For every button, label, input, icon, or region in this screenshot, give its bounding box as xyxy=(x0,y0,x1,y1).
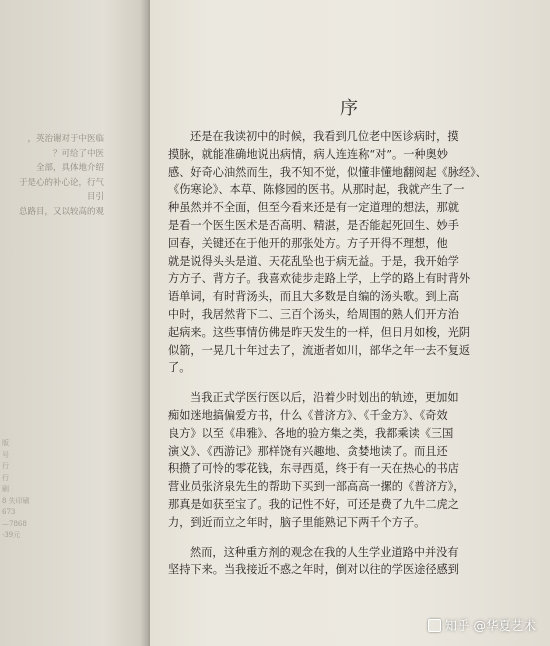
watermark-text: 知乎 @华夏艺术 xyxy=(444,618,536,633)
text-line: 摸脉，就能准确地说出病情，病人连连称“对”。一种奥妙 xyxy=(168,147,448,161)
left-page-footer xyxy=(2,438,42,542)
text-line: 良方》以至《串雅》、各地的验方集之类，我都乘读《三国 xyxy=(168,426,454,440)
text-line: 种虽然并不全面，但至今看来还是有一定道理的想法，那就 xyxy=(168,201,459,215)
footer-line: 版 xyxy=(2,439,9,447)
text-line: 感、好奇心油然而生，我不知不觉，似懂非懂地翻阅起《脉经》、 xyxy=(168,165,487,179)
text-line: 当我正式学医行医以后，沿着少时划出的轨迹，更加如 xyxy=(190,391,459,405)
left-line: 全部，具体地介绍 xyxy=(35,163,104,174)
footer-line: 8 失印刷 xyxy=(2,496,30,505)
text-line: 坚持下来。当我接近不惑之年时，倒对以往的学医途径感到 xyxy=(168,563,459,577)
page-title: 序 xyxy=(340,98,360,119)
right-page xyxy=(150,0,550,646)
paragraph-1 xyxy=(168,128,540,377)
left-page xyxy=(0,0,148,646)
text-line: 积攒了可怜的零花钱，东寻西觅，终于有一天在热心的书店 xyxy=(168,462,459,476)
text-line: 了。 xyxy=(168,361,191,375)
text-line: 是看一个医生医术是否高明、精湛，是否能起死回生、妙手 xyxy=(168,218,459,232)
footer-line: 673 xyxy=(2,508,16,516)
text-line: 营业员张济泉先生的帮助下买到一部高高一摞的《普济方》， xyxy=(168,480,465,494)
text-line: 语单词，有时背汤头，而且大多数是自编的汤头歌。到上高 xyxy=(168,290,459,304)
paragraph-2 xyxy=(168,389,540,531)
paragraph-3 xyxy=(168,544,540,580)
zhihu-camera-icon xyxy=(428,619,441,632)
text-line: 然而，这种重方剂的观念在我的人生学业道路中并没有 xyxy=(190,545,459,559)
footer-line: 行 xyxy=(2,473,9,482)
footer-line: 号 xyxy=(2,450,9,459)
footer-line: ·39元 xyxy=(2,531,21,539)
text-line: 那真是如获至宝了。我的记性不好，可还是费了九牛二虎之 xyxy=(168,497,459,511)
text-line: 就是说得头头是道、天花乱坠也于病无益。于是，我开始学 xyxy=(168,254,459,268)
left-line: ，英治谢对于中医临 xyxy=(27,134,104,144)
preface-body xyxy=(168,128,540,591)
left-line: 于是心的补心论，行气 xyxy=(18,177,104,188)
text-line: 方方子、背方子。我喜欢徒步走路上学，上学的路上有时背外 xyxy=(168,272,471,286)
left-page-text xyxy=(0,132,148,220)
text-line: 中时，我居然背下二、三百个汤头，给周围的熟人们开方治 xyxy=(168,307,459,321)
left-line: 目引 xyxy=(86,192,104,203)
watermark xyxy=(428,616,536,634)
footer-line: 行 xyxy=(2,462,9,470)
text-line: 起病来。这些事情仿佛是昨天发生的一样，但日月如梭，光阴 xyxy=(168,325,471,339)
text-line: 似箭，一晃几十年过去了，流逝者如川，部华之年一去不复返 xyxy=(168,343,471,357)
left-line: ？可给了中医 xyxy=(52,148,104,159)
text-line: 痴如迷地搞偏爱方书，什么《普济方》、《千金方》、《奇效 xyxy=(168,408,448,422)
text-line: 演义》、《西游记》那样饶有兴趣地、贪婪地读了。而且还 xyxy=(168,444,448,458)
footer-line: —7868 xyxy=(2,519,27,528)
footer-line: 刷 xyxy=(2,485,9,493)
text-line: 力，到近而立之年时，脑子里能熟记下两千个方子。 xyxy=(168,515,426,529)
text-line: 《伤寒论》、本草、陈修园的医书。从那时起，我就产生了一 xyxy=(168,183,465,197)
text-line: 回春，关键还在于他开的那张处方。方子开得不理想，他 xyxy=(168,236,448,250)
left-line: 总路目，又以较高的观 xyxy=(18,206,104,217)
text-line: 还是在我读初中的时候，我看到几位老中医诊病时，摸 xyxy=(190,130,459,143)
